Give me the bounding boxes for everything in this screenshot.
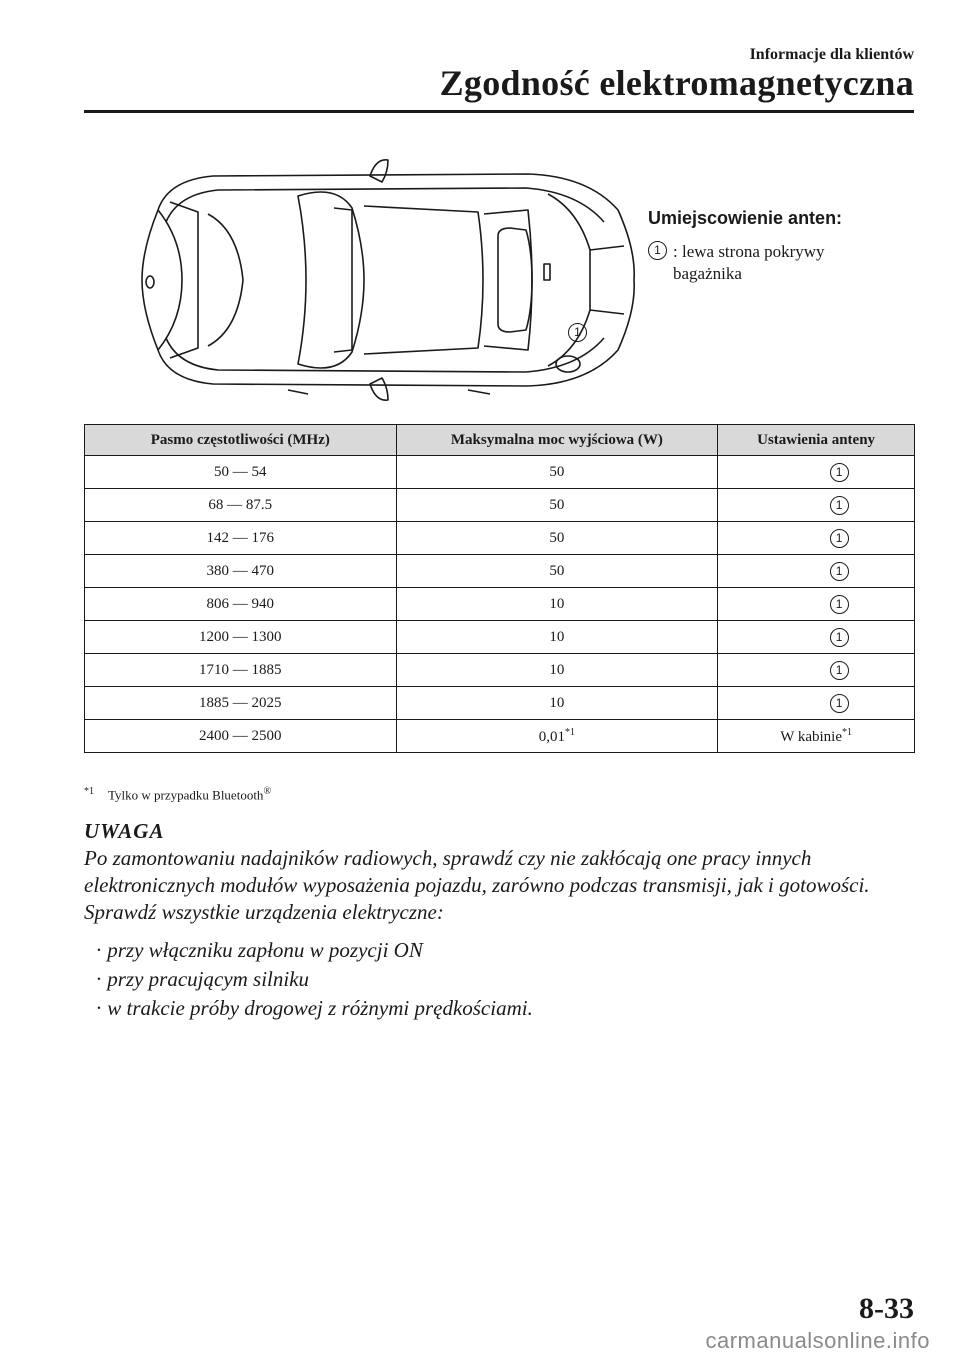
power-cell: 50 [396, 489, 718, 522]
table-row [85, 687, 915, 720]
power-cell: 10 [396, 621, 718, 654]
power-cell [396, 720, 718, 753]
note-title: UWAGA [84, 819, 165, 843]
antenna-cell [718, 456, 915, 489]
bullet-text: przy pracującym silniku [107, 967, 310, 991]
power-cell: 10 [396, 654, 718, 687]
band-cell: 68 — 87.5 [85, 489, 397, 522]
band-cell: 2400 — 2500 [85, 720, 397, 753]
footnote [84, 786, 271, 803]
list-item [96, 965, 924, 994]
note-bullet-list [84, 936, 924, 1023]
note-paragraph: Po zamontowaniu nadajników radiowych, sprawdź czy nie zakłócają one pracy innych elektronicznych modułów wyposażenia pojazdu, zarówno podczas transmisji, jak i gotowości. [84, 846, 870, 897]
antenna-cell [718, 588, 915, 621]
table-row [85, 588, 915, 621]
power-cell: 50 [396, 555, 718, 588]
list-item [96, 994, 924, 1023]
antenna-cell [718, 621, 915, 654]
header-band: Pasmo częstotliwości (MHz) [85, 425, 397, 456]
bullet-glyph: · [96, 996, 102, 1020]
page-title: Zgodność elektromagnetyczna [439, 63, 914, 103]
list-item [96, 936, 924, 965]
header-antenna: Ustawienia anteny [718, 425, 915, 456]
band-cell: 50 — 54 [85, 456, 397, 489]
table-row [85, 654, 915, 687]
power-value: 0,01 [538, 728, 566, 745]
legend-title: Umiejscowienie anten: [648, 208, 843, 228]
antenna-marker: 1 [830, 463, 849, 482]
power-cell: 50 [396, 522, 718, 555]
antenna-marker: 1 [830, 496, 849, 515]
frequency-table [84, 424, 915, 753]
legend-marker: 1 [648, 241, 667, 260]
antenna-marker: 1 [830, 661, 849, 680]
antenna-marker: 1 [830, 529, 849, 548]
power-cell: 10 [396, 687, 718, 720]
antenna-cell [718, 555, 915, 588]
registered-mark: ® [263, 786, 272, 797]
power-cell: 50 [396, 456, 718, 489]
antenna-cell [718, 687, 915, 720]
footnote-marker: *1 [84, 786, 94, 797]
table-row [85, 621, 915, 654]
power-cell: 10 [396, 588, 718, 621]
legend-item-text: : lewa strona pokrywy bagażnika [673, 242, 825, 283]
band-cell: 1200 — 1300 [85, 621, 397, 654]
band-cell: 380 — 470 [85, 555, 397, 588]
header-divider [84, 110, 914, 113]
antenna-marker: 1 [830, 694, 849, 713]
page-number: 8-33 [859, 1292, 914, 1325]
antenna-cell [718, 522, 915, 555]
bullet-glyph: · [96, 967, 102, 991]
note-paragraph: Sprawdź wszystkie urządzenia elektryczne: [84, 900, 444, 924]
band-cell: 1885 — 2025 [85, 687, 397, 720]
antenna-marker: 1 [830, 595, 849, 614]
antenna-callout: 1 [568, 323, 587, 342]
table-row [85, 522, 915, 555]
section-title: Informacje dla klientów [749, 46, 914, 63]
watermark: carmanualsonline.info [705, 1328, 930, 1353]
bullet-text: przy włączniku zapłonu w pozycji ON [107, 938, 423, 962]
band-cell: 806 — 940 [85, 588, 397, 621]
antenna-cell [718, 489, 915, 522]
antenna-cell [718, 654, 915, 687]
table-row [85, 720, 915, 753]
bullet-text: w trakcie próby drogowej z różnymi prędkościami. [107, 996, 533, 1020]
footnote-text: Tylko w przypadku Bluetooth [108, 787, 264, 803]
antenna-marker: 1 [830, 628, 849, 647]
antenna-legend [648, 208, 893, 285]
antenna-cell [718, 720, 915, 753]
table-header-row [85, 425, 915, 456]
table-row [85, 489, 915, 522]
antenna-marker: 1 [830, 562, 849, 581]
car-top-view-diagram [138, 150, 638, 410]
note-block [84, 818, 924, 1023]
antenna-text: W kabinie [780, 728, 842, 745]
table-row [85, 555, 915, 588]
legend-item [648, 241, 893, 285]
table-row [85, 456, 915, 489]
bullet-glyph: · [96, 938, 102, 962]
header-power: Maksymalna moc wyjściowa (W) [396, 425, 718, 456]
antenna-footnote-ref: *1 [841, 726, 852, 738]
band-cell: 1710 — 1885 [85, 654, 397, 687]
power-footnote-ref: *1 [565, 726, 576, 738]
band-cell: 142 — 176 [85, 522, 397, 555]
